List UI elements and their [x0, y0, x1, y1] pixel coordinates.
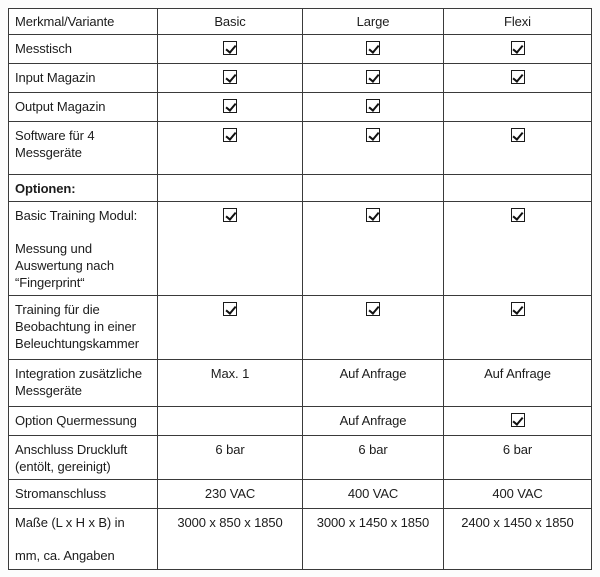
value-cell	[158, 122, 303, 175]
checkbox-checked-icon	[511, 128, 525, 142]
value-cell: Auf Anfrage	[303, 407, 444, 436]
value-cell	[158, 202, 303, 296]
value-cell	[158, 35, 303, 64]
value-cell	[444, 122, 592, 175]
row-label: Messtisch	[9, 35, 158, 64]
value-cell: 3000 x 1450 x 1850	[303, 509, 444, 570]
checkbox-checked-icon	[366, 41, 380, 55]
value-cell	[303, 202, 444, 296]
column-header-basic: Basic	[158, 9, 303, 35]
value-cell-empty	[303, 175, 444, 202]
value-cell	[303, 64, 444, 93]
table-body	[9, 35, 592, 570]
table-row	[9, 296, 592, 360]
value-cell-empty	[158, 407, 303, 436]
checkbox-checked-icon	[366, 128, 380, 142]
column-header-merkmal-variante: Merkmal/Variante	[9, 9, 158, 35]
value-cell: Auf Anfrage	[444, 360, 592, 407]
value-cell: 400 VAC	[444, 480, 592, 509]
checkbox-checked-icon	[366, 70, 380, 84]
table-row	[9, 436, 592, 480]
checkbox-checked-icon	[511, 413, 525, 427]
table-row	[9, 93, 592, 122]
value-cell	[303, 35, 444, 64]
row-label: Integration zusätzliche Messgeräte	[9, 360, 158, 407]
variant-comparison-table	[8, 8, 592, 570]
checkbox-checked-icon	[366, 208, 380, 222]
table-row	[9, 35, 592, 64]
value-cell	[158, 296, 303, 360]
row-label: Anschluss Druckluft (entölt, gereinigt)	[9, 436, 158, 480]
table-row	[9, 202, 592, 296]
row-label: Maße (L x H x B) in mm, ca. Angaben	[9, 509, 158, 570]
checkbox-checked-icon	[511, 208, 525, 222]
value-cell	[444, 64, 592, 93]
value-cell	[303, 93, 444, 122]
checkbox-checked-icon	[223, 70, 237, 84]
value-cell: Max. 1	[158, 360, 303, 407]
value-cell: Auf Anfrage	[303, 360, 444, 407]
value-cell-empty	[444, 93, 592, 122]
value-cell: 230 VAC	[158, 480, 303, 509]
column-header-flexi: Flexi	[444, 9, 592, 35]
row-label: Optionen:	[9, 175, 158, 202]
table-row	[9, 122, 592, 175]
row-label: Software für 4 Messgeräte	[9, 122, 158, 175]
table-row	[9, 407, 592, 436]
table-row	[9, 64, 592, 93]
row-label: Input Magazin	[9, 64, 158, 93]
value-cell: 6 bar	[303, 436, 444, 480]
value-cell-empty	[444, 175, 592, 202]
checkbox-checked-icon	[223, 302, 237, 316]
value-cell: 3000 x 850 x 1850	[158, 509, 303, 570]
column-header-large: Large	[303, 9, 444, 35]
value-cell	[158, 64, 303, 93]
row-label: Stromanschluss	[9, 480, 158, 509]
value-cell	[444, 407, 592, 436]
value-cell: 2400 x 1450 x 1850	[444, 509, 592, 570]
table-row	[9, 360, 592, 407]
checkbox-checked-icon	[223, 128, 237, 142]
value-cell	[444, 35, 592, 64]
checkbox-checked-icon	[366, 302, 380, 316]
table-row	[9, 509, 592, 570]
checkbox-checked-icon	[511, 41, 525, 55]
table-row	[9, 480, 592, 509]
value-cell	[303, 122, 444, 175]
value-cell: 6 bar	[444, 436, 592, 480]
value-cell	[444, 296, 592, 360]
row-label: Option Quermessung	[9, 407, 158, 436]
checkbox-checked-icon	[511, 302, 525, 316]
value-cell	[303, 296, 444, 360]
value-cell: 6 bar	[158, 436, 303, 480]
value-cell: 400 VAC	[303, 480, 444, 509]
row-label: Basic Training Modul: Messung und Auswertung nach “Fingerprint“	[9, 202, 158, 296]
checkbox-checked-icon	[511, 70, 525, 84]
value-cell	[158, 93, 303, 122]
checkbox-checked-icon	[223, 99, 237, 113]
checkbox-checked-icon	[223, 41, 237, 55]
checkbox-checked-icon	[366, 99, 380, 113]
row-label: Training für die Beobachtung in einer Beleuchtungskammer	[9, 296, 158, 360]
row-label: Output Magazin	[9, 93, 158, 122]
header-row	[9, 9, 592, 35]
table-row	[9, 175, 592, 202]
checkbox-checked-icon	[223, 208, 237, 222]
value-cell-empty	[158, 175, 303, 202]
value-cell	[444, 202, 592, 296]
